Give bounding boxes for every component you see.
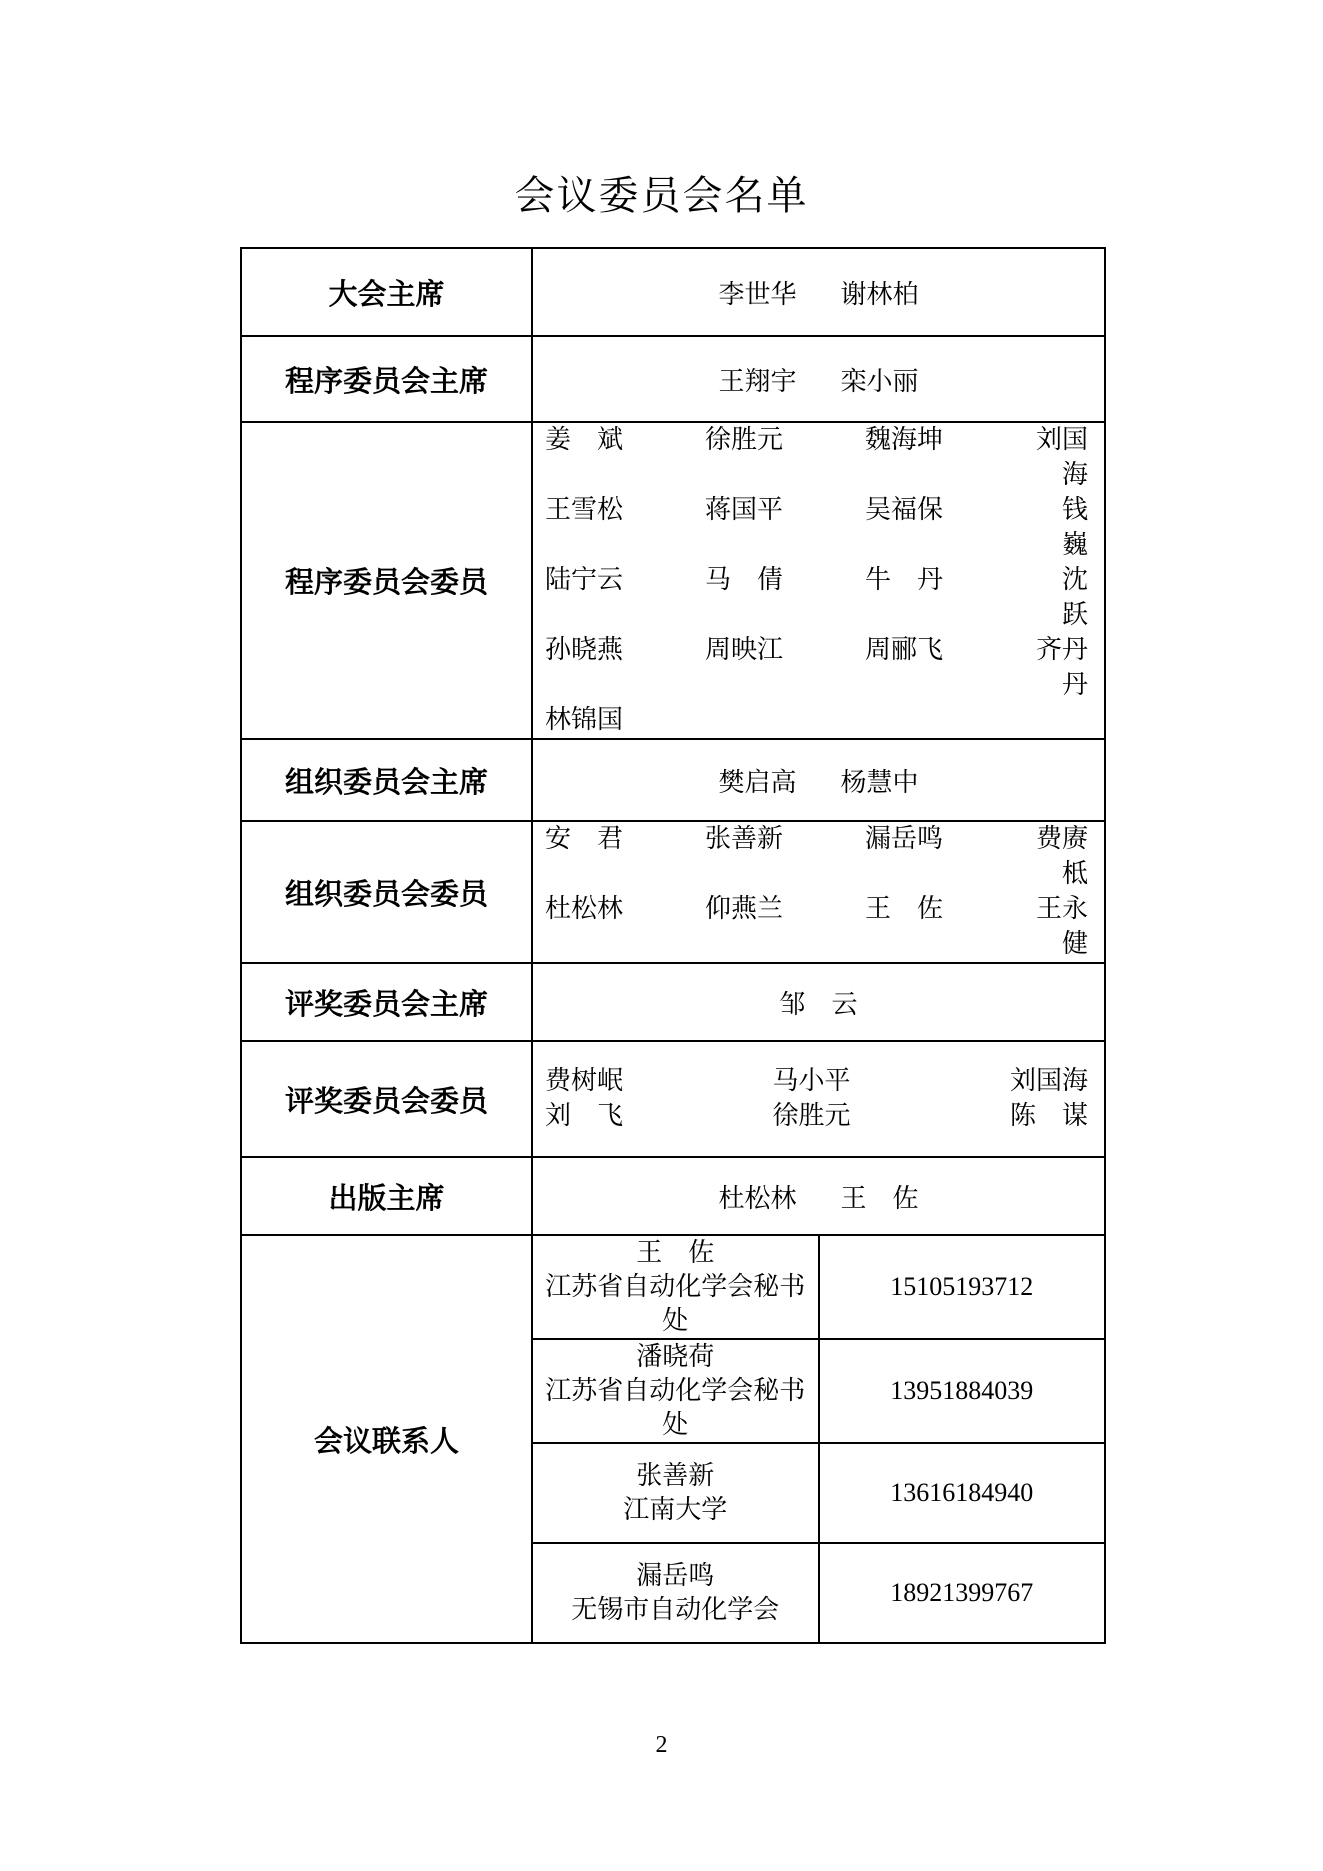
member-grid [533,423,1115,738]
row-label: 出版主席 [241,1157,532,1235]
page-title: 会议委员会名单 [514,173,809,219]
contact-row [241,1235,1105,1339]
contact-phone: 13951884039 [819,1339,1106,1443]
member-name: 魏海坤 [865,425,944,455]
row-label: 组织委员会委员 [241,821,532,963]
row-label: 大会主席 [241,248,532,336]
member-name: 沈 跃 [1061,565,1115,630]
person-name: 杨慧中 [840,767,919,798]
row-value [532,739,1105,821]
contact-org: 江苏省自动化学会秘书处 [545,1376,806,1440]
row-label: 程序委员会主席 [241,336,532,422]
person-name: 谢林柏 [840,279,919,310]
person-name: 樊启高 [718,767,797,798]
person-name: 栾小丽 [840,366,919,397]
page-number: 2 [655,1732,668,1758]
member-name: 张善新 [705,824,784,854]
contact-org: 江苏省自动化学会秘书处 [545,1272,806,1336]
member-name: 安 君 [545,824,624,854]
member-name: 王永健 [1035,894,1088,959]
contact-phone: 18921399767 [819,1543,1106,1643]
member-name: 周郦飞 [865,635,944,665]
row-org-members [241,821,1105,963]
member-name: 漏岳鸣 [865,824,944,854]
contact-name: 王 佐 [636,1238,715,1268]
member-name: 杜松林 [545,894,624,924]
member-name: 牛 丹 [865,565,944,595]
member-grid [533,822,1104,962]
member-name: 仰燕兰 [705,894,784,924]
member-name: 王雪松 [545,495,624,525]
row-value [532,336,1105,422]
member-name: 林锦国 [545,705,624,735]
person-name: 杜松林 [718,1183,797,1214]
member-name: 陈 谋 [1009,1101,1088,1131]
row-value [532,422,1115,739]
row-publication-chair [241,1157,1105,1235]
member-name: 费树岷 [545,1066,624,1096]
row-award-chair [241,963,1105,1041]
row-general-chair [241,248,1105,336]
member-name: 刘国海 [1035,425,1088,490]
member-name: 姜 斌 [545,425,624,455]
member-name: 王 佐 [865,894,944,924]
row-program-members [241,422,1105,739]
member-name: 孙晓燕 [545,635,624,665]
committee-table [240,247,1115,1644]
row-value [532,963,1105,1041]
row-value [532,1041,1105,1157]
person-name: 王 佐 [840,1183,919,1214]
contact-name: 潘晓荷 [636,1342,715,1372]
member-grid [533,1064,1104,1134]
member-name: 徐胜元 [772,1101,851,1131]
row-award-members [241,1041,1105,1157]
member-name: 钱 巍 [1061,495,1115,560]
member-name: 周映江 [705,635,784,665]
member-name: 陆宁云 [545,565,624,595]
member-name: 马小平 [772,1066,851,1096]
member-name: 蒋国平 [705,495,784,525]
row-label: 程序委员会委员 [241,422,532,739]
member-name: 齐丹丹 [1035,635,1088,700]
row-program-chair [241,336,1105,422]
member-name: 吴福保 [865,495,944,525]
contact-name: 张善新 [636,1461,715,1491]
row-value [532,248,1105,336]
contact-name-cell [532,1443,819,1543]
member-name: 徐胜元 [705,425,784,455]
member-name: 费赓柢 [1035,824,1088,889]
row-value [532,821,1105,963]
contact-name-cell [532,1543,819,1643]
contact-name: 漏岳鸣 [636,1561,715,1591]
row-org-chair [241,739,1105,821]
member-name: 刘 飞 [545,1101,624,1131]
contact-org: 江南大学 [623,1495,728,1525]
member-name: 马 倩 [705,565,784,595]
contact-phone: 13616184940 [819,1443,1106,1543]
person-name: 邹 云 [779,989,858,1020]
member-name: 刘国海 [1009,1066,1088,1096]
contact-phone: 15105193712 [819,1235,1106,1339]
row-label: 会议联系人 [241,1235,532,1643]
row-value [532,1157,1105,1235]
row-label: 评奖委员会主席 [241,963,532,1041]
contact-org: 无锡市自动化学会 [571,1595,780,1625]
person-name: 李世华 [718,279,797,310]
contact-name-cell [532,1339,819,1443]
contact-name-cell [532,1235,819,1339]
row-label: 评奖委员会委员 [241,1041,532,1157]
person-name: 王翔宇 [718,366,797,397]
row-label: 组织委员会主席 [241,739,532,821]
